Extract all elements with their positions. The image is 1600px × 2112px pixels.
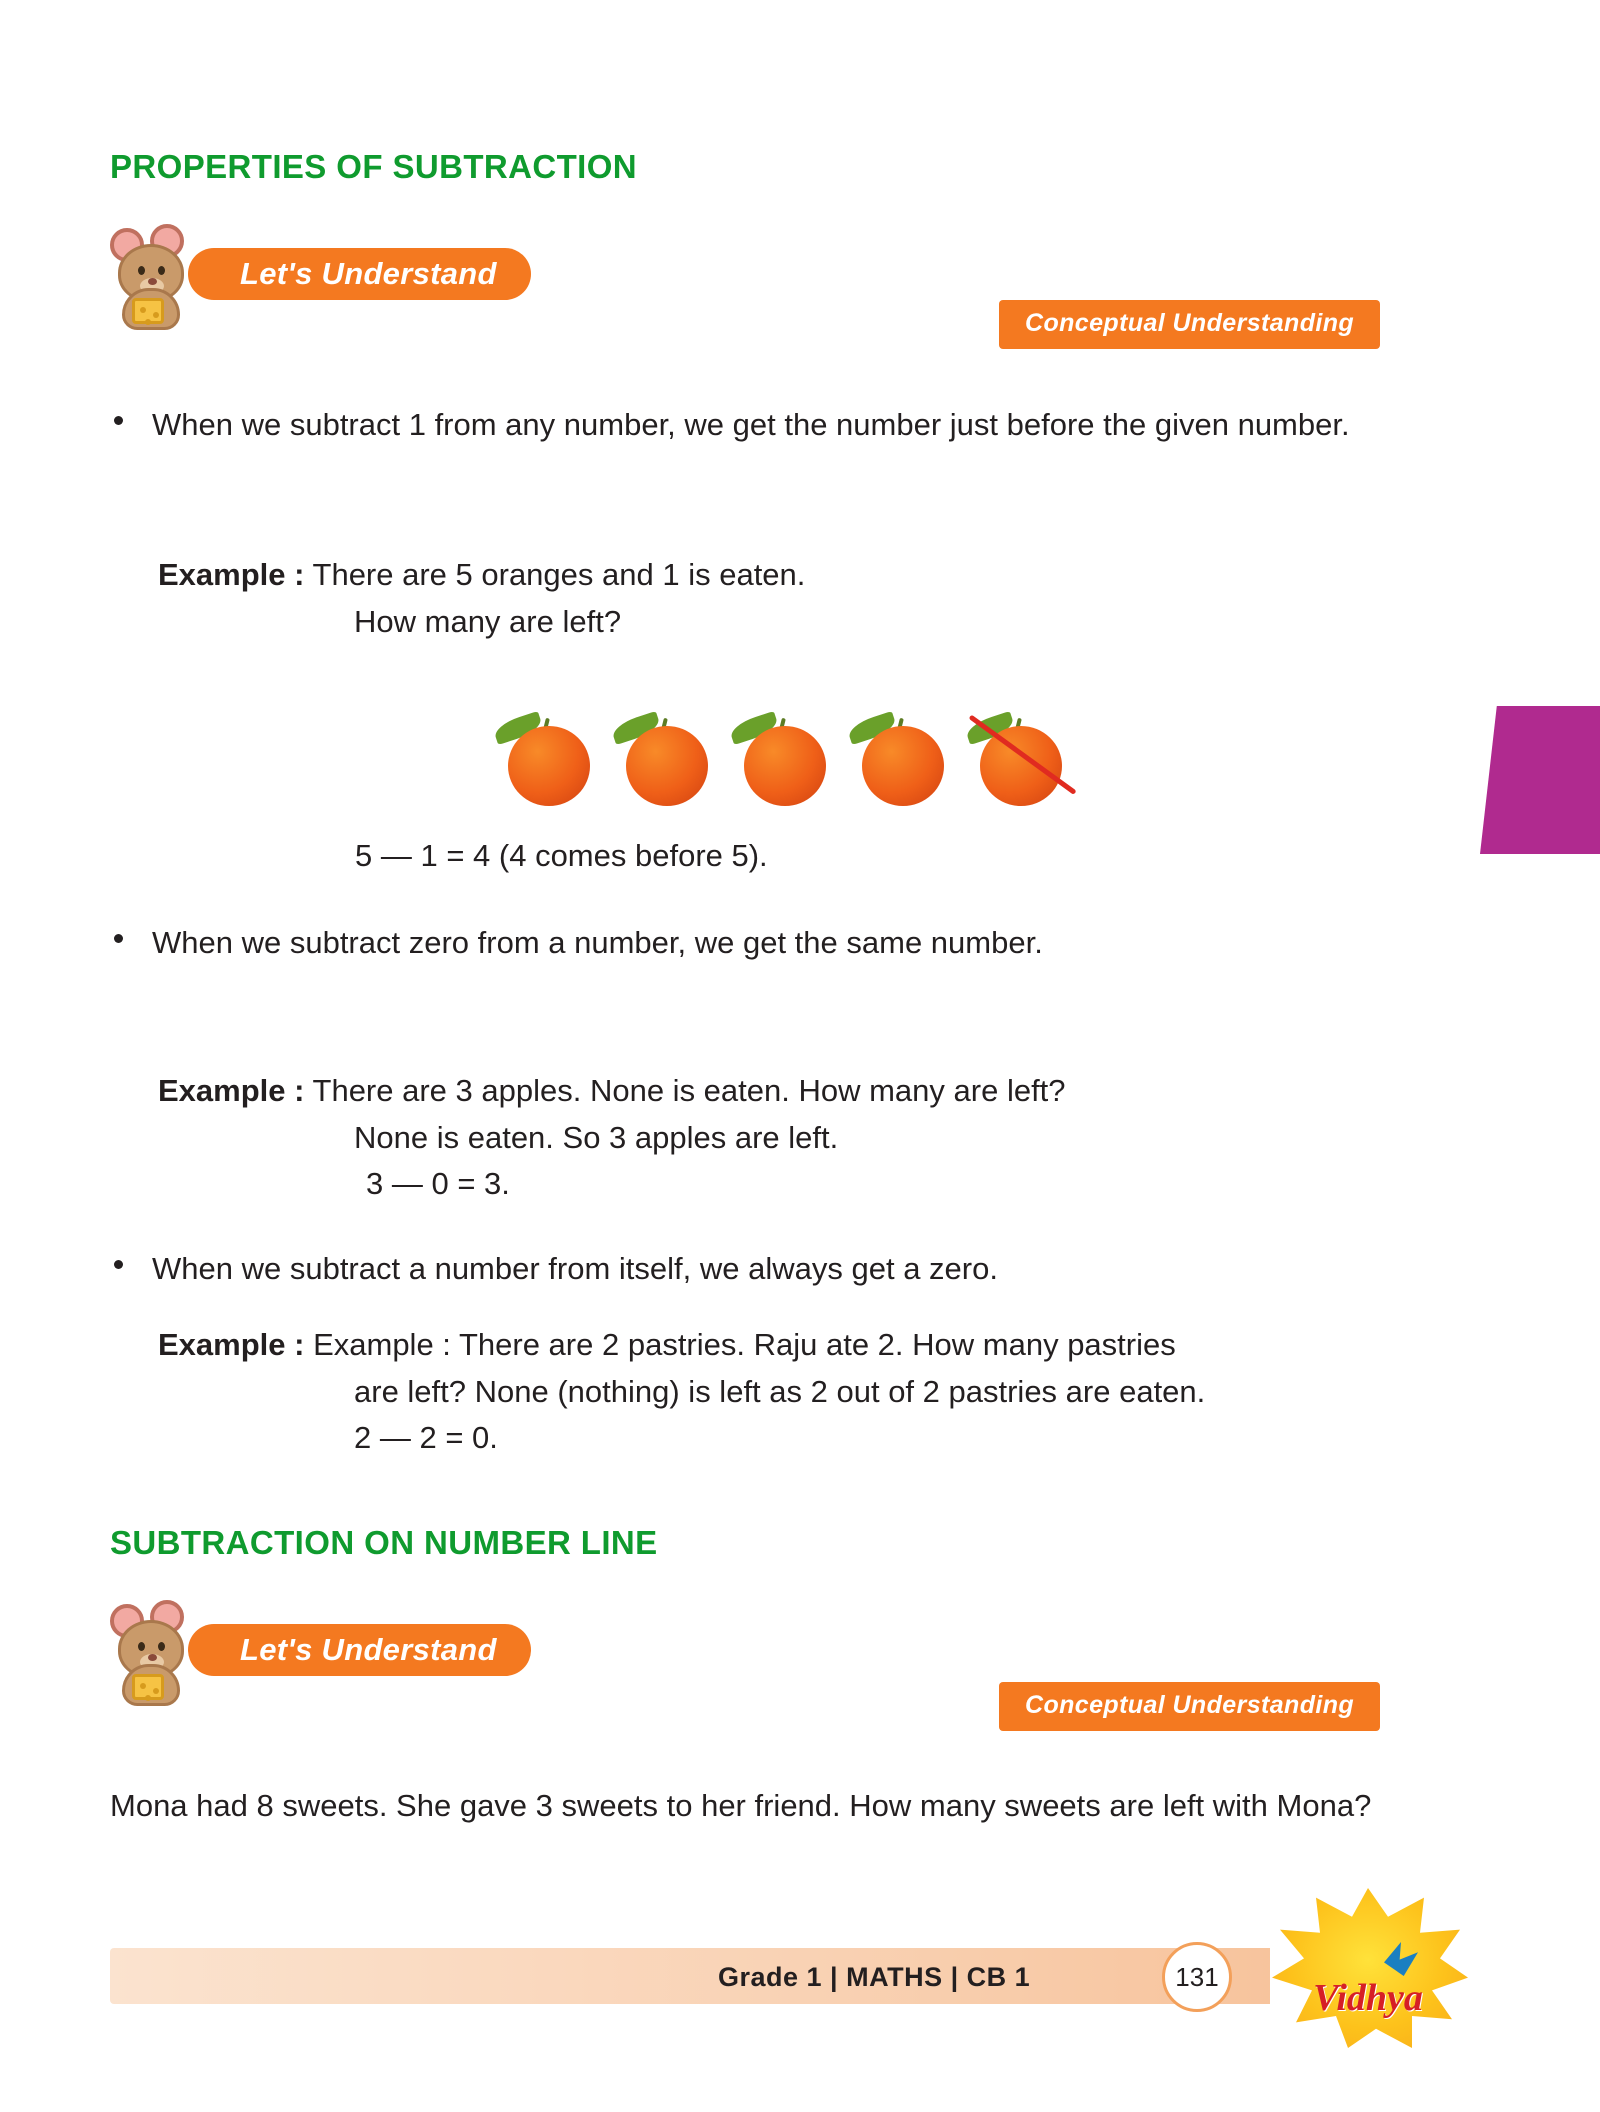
sun-burst-icon xyxy=(1268,1888,1468,2048)
example-1-line-2: How many are left? xyxy=(354,603,622,639)
list-item-text: When we subtract zero from a number, we get the same number. xyxy=(152,925,1043,960)
page-title-subtraction-on-number-line: SUBTRACTION ON NUMBER LINE xyxy=(110,1524,658,1561)
orange-2 xyxy=(618,718,714,814)
mouse-mascot-icon xyxy=(108,222,200,330)
vidhya-wordmark: Vidhya xyxy=(1313,1977,1423,2019)
example-block-2 xyxy=(158,1068,1458,1208)
footer-breadcrumb: Grade 1 | MATHS | CB 1 xyxy=(718,1962,1031,1992)
conceptual-understanding-tag: Conceptual Understanding xyxy=(999,300,1380,349)
equation-5-minus-1: 5 — 1 = 4 (4 comes before 5). xyxy=(355,838,768,873)
list-item-text: When we subtract a number from itself, we always get a zero. xyxy=(152,1251,998,1286)
example-1-line-1: There are 5 oranges and 1 is eaten. xyxy=(312,557,806,592)
bullet-dot-icon xyxy=(114,1260,123,1269)
orange-4 xyxy=(854,718,950,814)
footer-bar xyxy=(110,1948,1270,2004)
page-title-properties-of-subtraction: PROPERTIES OF SUBTRACTION xyxy=(110,148,638,185)
bullet-dot-icon xyxy=(114,934,123,943)
example-3-line-2: are left? None (nothing) is left as 2 out of 2 pastries are eaten. xyxy=(354,1373,1206,1409)
mona-problem-paragraph: Mona had 8 sweets. She gave 3 sweets to her friend. How many sweets are left with Mona? xyxy=(110,1788,1372,1823)
example-2-line-1: There are 3 apples. None is eaten. How many are left? xyxy=(312,1073,1066,1108)
list-item xyxy=(114,402,1414,448)
list-item-text: When we subtract 1 from any number, we get the number just before the given number. xyxy=(152,407,1350,442)
oranges-illustration xyxy=(500,690,1080,818)
example-2-line-3: 3 — 0 = 3. xyxy=(366,1166,510,1201)
example-label: Example : xyxy=(158,557,305,592)
example-3-line-1: Example : There are 2 pastries. Raju ate 2. How many pastries xyxy=(313,1327,1176,1362)
orange-3 xyxy=(736,718,832,814)
example-3-line-3: 2 — 2 = 0. xyxy=(354,1420,498,1455)
vidhya-logo xyxy=(1258,1880,1478,2060)
example-block-1 xyxy=(158,552,1408,645)
lets-understand-label: Let's Understand xyxy=(188,248,531,300)
example-label: Example : xyxy=(158,1327,305,1362)
orange-5-crossed-out xyxy=(972,718,1068,814)
orange-1 xyxy=(500,718,596,814)
lets-understand-label: Let's Understand xyxy=(188,1624,531,1676)
example-label: Example : xyxy=(158,1073,305,1108)
example-2-line-2: None is eaten. So 3 apples are left. xyxy=(354,1119,839,1155)
conceptual-understanding-tag: Conceptual Understanding xyxy=(999,1682,1380,1731)
page-number: 131 xyxy=(1162,1942,1232,2012)
mouse-mascot-icon xyxy=(108,1598,200,1706)
side-tab-marker xyxy=(1480,706,1600,854)
example-block-3 xyxy=(158,1322,1478,1462)
bullet-dot-icon xyxy=(114,416,123,425)
list-item xyxy=(114,1246,1464,1292)
list-item xyxy=(114,920,1464,966)
